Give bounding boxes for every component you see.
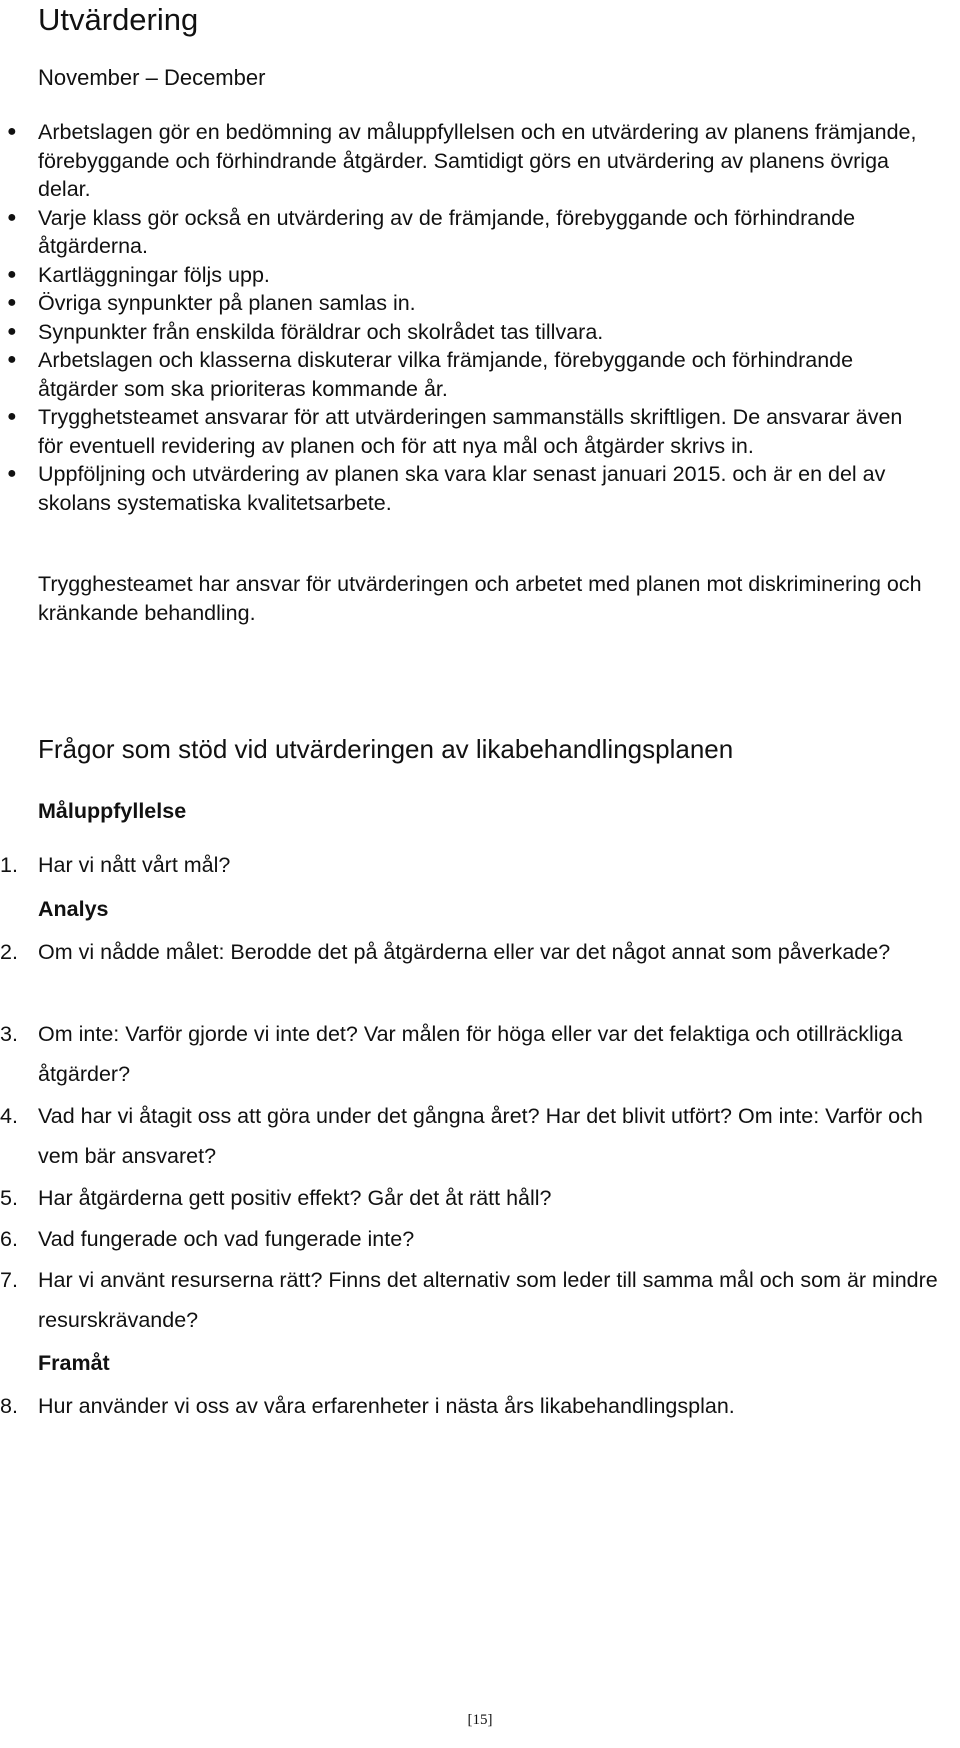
period-label: November – December	[38, 65, 266, 90]
bullet-icon: ●	[7, 322, 17, 340]
section-heading-goal: Måluppfyllelse	[38, 799, 187, 823]
section-heading-forward: Framåt	[38, 1351, 110, 1375]
question-text: Har vi använt resurserna rätt? Finns det alternativ som leder till samma mål och som är mindre resurskrävande?	[38, 1268, 938, 1332]
question-text: Har vi nått vårt mål?	[38, 853, 231, 877]
question-text: Om inte: Varför gjorde vi inte det? Var målen för höga eller var det felaktiga och otillräckliga åtgärder?	[38, 1022, 903, 1086]
list-item: ● Övriga synpunkter på planen samlas in.	[0, 289, 925, 318]
question-text: Om vi nådde målet: Berodde det på åtgärderna eller var det något annat som påverkade?	[38, 940, 891, 964]
question-item	[0, 932, 955, 972]
questions-heading: Frågor som stöd vid utvärderingen av likabehandlingsplanen	[38, 734, 734, 764]
list-item: ● Kartläggningar följs upp.	[0, 261, 925, 290]
bullet-icon: ●	[7, 351, 17, 368]
question-item	[0, 1260, 955, 1340]
list-item: ● Synpunkter från enskilda föräldrar och skolrådet tas tillvara.	[0, 318, 925, 347]
bullet-icon: ●	[7, 265, 17, 283]
question-item	[0, 1178, 955, 1218]
bullet-icon: ●	[7, 408, 17, 425]
question-number: 6.	[0, 1227, 18, 1251]
bullet-icon: ●	[7, 208, 17, 226]
question-text: Har åtgärderna gett positiv effekt? Går det åt rätt håll?	[38, 1186, 552, 1210]
question-item	[0, 1014, 955, 1094]
page-title: Utvärdering	[38, 2, 199, 37]
question-item	[0, 1096, 955, 1176]
question-number: 8.	[0, 1394, 18, 1418]
question-item	[0, 1386, 955, 1426]
question-text: Vad har vi åtagit oss att göra under det gångna året? Har det blivit utfört? Om inte: Varför och vem bär ansvaret?	[38, 1104, 923, 1168]
question-number: 2.	[0, 940, 18, 964]
question-text: Vad fungerade och vad fungerade inte?	[38, 1227, 415, 1251]
bullet-icon: ●	[7, 123, 17, 140]
list-item: ● Varje klass gör också en utvärdering av de främjande, förebyggande och förhindrande åtgärderna.	[7, 205, 856, 258]
list-item: ● Uppföljning och utvärdering av planen ska vara klar senast januari 2015. och är en del av skolans systematiska kvalitetsarbete.	[7, 462, 886, 515]
evaluation-steps-list	[0, 118, 925, 517]
bullet-icon: ●	[7, 294, 17, 311]
section-heading-analysis: Analys	[38, 897, 109, 921]
question-number: 5.	[0, 1186, 18, 1210]
question-number: 1.	[0, 853, 18, 877]
question-item	[0, 1219, 955, 1259]
question-number: 3.	[0, 1022, 18, 1046]
list-item: ● Arbetslagen och klasserna diskuterar vilka främjande, förebyggande och förhindrande åtgärder som ska prioriteras kommande år.	[7, 348, 854, 401]
responsibility-paragraph: Trygghesteamet har ansvar för utvärderingen och arbetet med planen mot diskriminering och kränkande behandling.	[38, 572, 922, 625]
bullet-icon: ●	[7, 465, 17, 482]
list-item: ● Arbetslagen gör en bedömning av måluppfyllelsen och en utvärdering av planens främjande, förebyggande och förhindrande åtgärder. Samtidigt görs en utvärdering av planens övriga delar.	[7, 120, 917, 201]
question-number: 4.	[0, 1104, 18, 1128]
question-item	[0, 845, 955, 885]
question-number: 7.	[0, 1268, 18, 1292]
question-text: Hur använder vi oss av våra erfarenheter i nästa års likabehandlingsplan.	[38, 1394, 735, 1418]
list-item: ● Trygghetsteamet ansvarar för att utvärderingen sammanställs skriftligen. De ansvarar även för eventuell revidering av planen och för att nya mål och åtgärder skrivs in.	[7, 405, 903, 458]
page-number: [15]	[467, 1712, 493, 1728]
